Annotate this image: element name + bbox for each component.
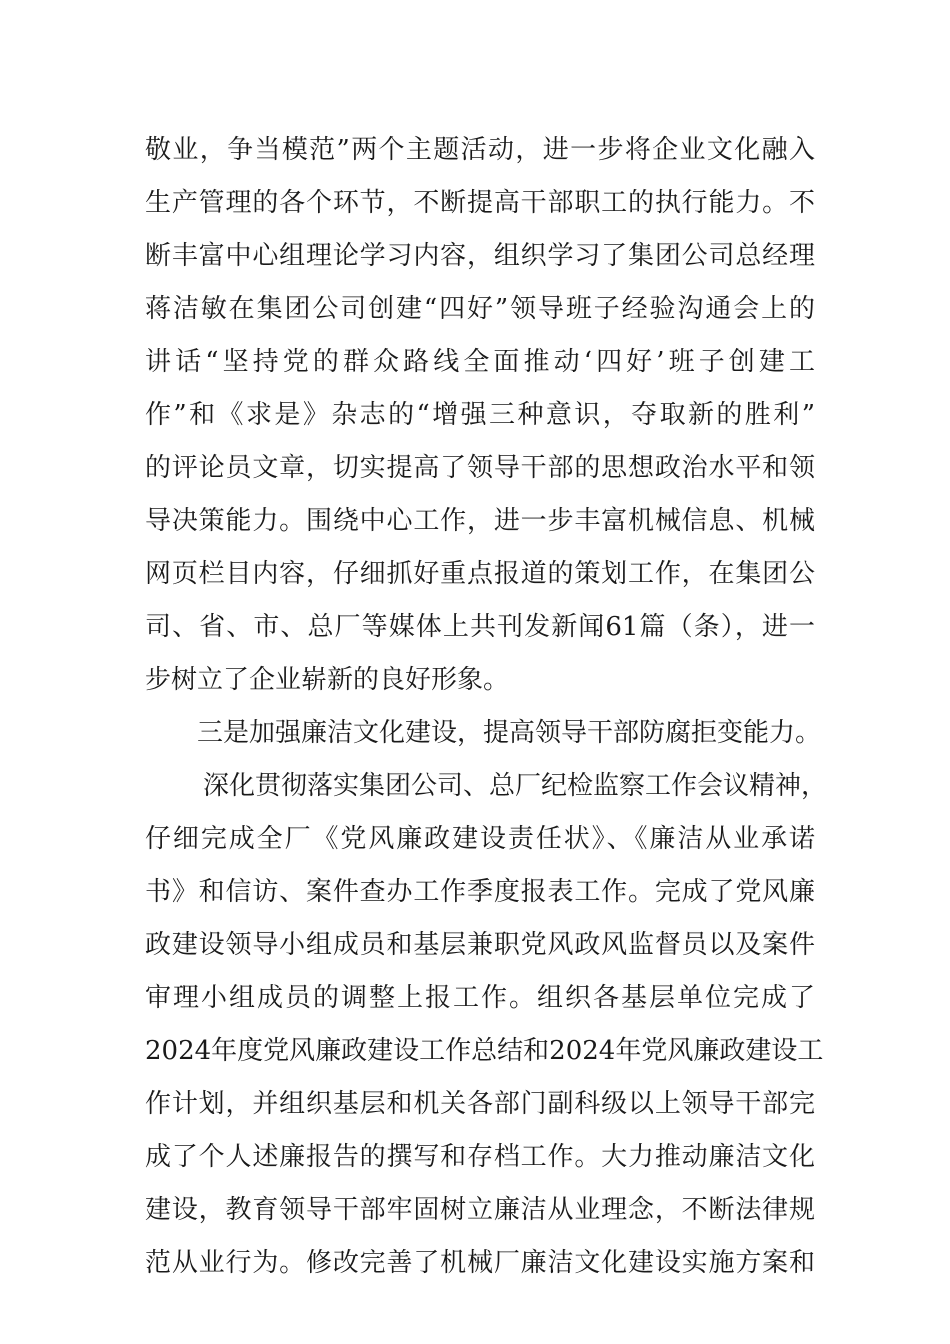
text-line: 司、省、市、总厂等媒体上共刊发新闻61篇（条），进一	[145, 612, 815, 642]
text-line: 审理小组成员的调整上报工作。组织各基层单位完成了	[145, 983, 815, 1013]
text-line: 仔细完成全厂《党风廉政建设责任状》、《廉洁从业承诺	[145, 824, 815, 854]
text-line: 敬业，争当模范”两个主题活动，进一步将企业文化融入	[145, 135, 815, 165]
text-line: 网页栏目内容，仔细抓好重点报道的策划工作，在集团公	[145, 559, 815, 589]
text-line: 的评论员文章，切实提高了领导干部的思想政治水平和领	[145, 453, 815, 483]
text-line: 作”和《求是》杂志的“增强三种意识，夺取新的胜利”	[145, 400, 815, 430]
text-line: 作计划，并组织基层和机关各部门副科级以上领导干部完	[145, 1089, 815, 1119]
text-line: 步树立了企业崭新的良好形象。	[145, 665, 510, 695]
text-line: 书》和信访、案件查办工作季度报表工作。完成了党风廉	[145, 877, 815, 907]
text-line: 蒋洁敏在集团公司创建“四好”领导班子经验沟通会上的	[145, 294, 815, 324]
text-line: 讲话“坚持党的群众路线全面推动‘四好’班子创建工	[145, 347, 815, 377]
document-body	[145, 124, 828, 1290]
section-heading: 三是加强廉洁文化建设，提高领导干部防腐拒变能力。	[197, 718, 822, 748]
text-line: 政建设领导小组成员和基层兼职党风政风监督员以及案件	[145, 930, 815, 960]
text-line: 建设，教育领导干部牢固树立廉洁从业理念，不断法律规	[145, 1195, 815, 1225]
text-line: 深化贯彻落实集团公司、总厂纪检监察工作会议精神，	[203, 771, 828, 801]
text-line: 生产管理的各个环节，不断提高干部职工的执行能力。不	[145, 188, 815, 218]
text-line: 范从业行为。修改完善了机械厂廉洁文化建设实施方案和	[145, 1248, 815, 1278]
text-line: 断丰富中心组理论学习内容，组织学习了集团公司总经理	[145, 241, 815, 271]
text-line: 导决策能力。围绕中心工作，进一步丰富机械信息、机械	[145, 506, 815, 536]
text-line: 成了个人述廉报告的撰写和存档工作。大力推动廉洁文化	[145, 1142, 815, 1172]
text-line: 2024年度党风廉政建设工作总结和2024年党风廉政建设工	[145, 1036, 824, 1066]
